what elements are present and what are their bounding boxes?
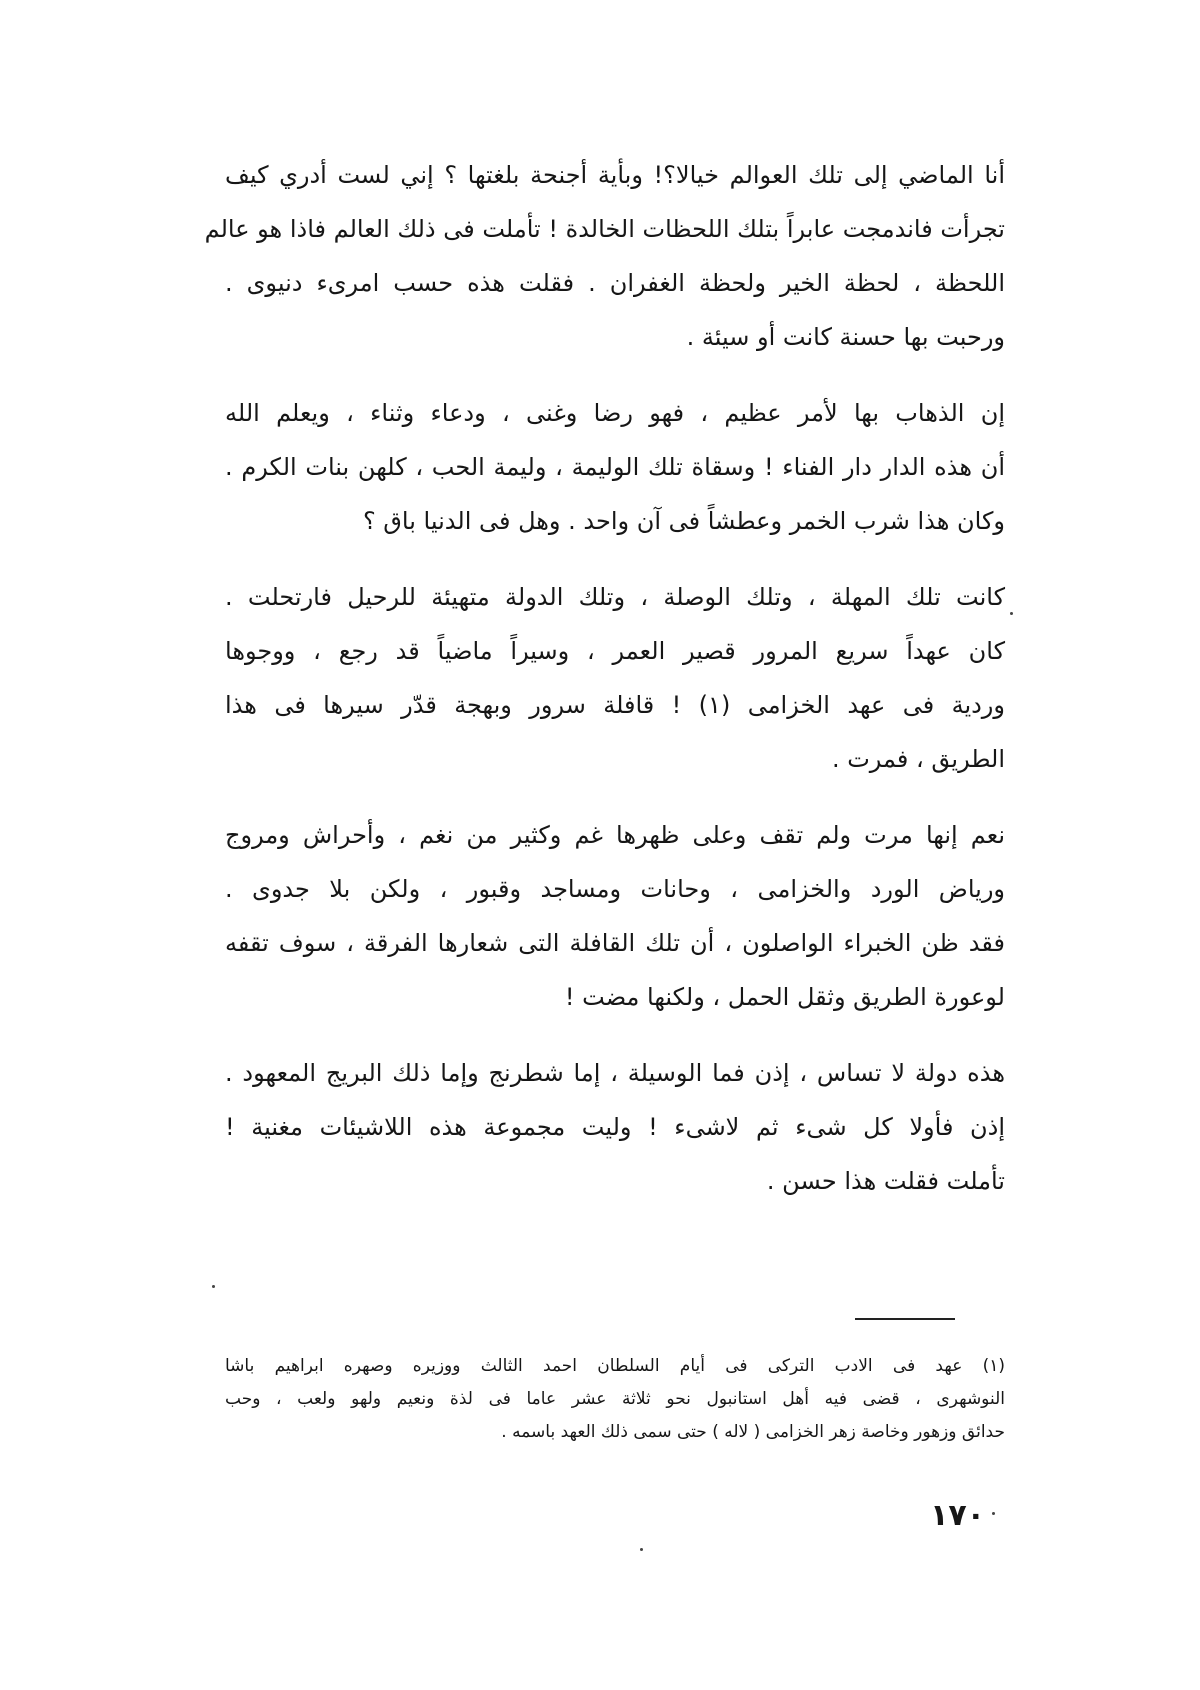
paragraph-4	[225, 808, 1005, 1024]
text-line: نعم إنها مرت ولم تقف وعلى ظهرها غم وكثير من نغم ، وأحراش ومروج	[225, 821, 1005, 849]
text-line: ورحبت بها حسنة كانت أو سيئة .	[686, 323, 1005, 351]
text-line: هذه دولة لا تساس ، إذن فما الوسيلة ، إما شطرنج وإما ذلك البريج المعهود .	[225, 1059, 1005, 1087]
page-number: ١٧٠	[930, 1498, 985, 1533]
scan-speck	[1010, 612, 1013, 615]
footnote-line: حدائق وزهور وخاصة زهر الخزامى ( لاله ) حتى سمى ذلك العهد باسمه .	[501, 1422, 1005, 1442]
text-line: ورياض الورد والخزامى ، وحانات ومساجد وقبور ، ولكن بلا جدوى .	[225, 875, 1005, 903]
text-line: الطريق ، فمرت .	[831, 745, 1005, 773]
paragraph-2	[225, 386, 1005, 548]
text-line: تأملت فقلت هذا حسن .	[766, 1167, 1005, 1195]
text-line: كانت تلك المهلة ، وتلك الوصلة ، وتلك الدولة متهيئة للرحيل فارتحلت .	[225, 583, 1005, 611]
text-line: فقد ظن الخبراء الواصلون ، أن تلك القافلة التى شعارها الفرقة ، سوف تقفه	[225, 929, 1005, 957]
scan-speck	[212, 1285, 215, 1288]
text-line: كان عهداً سريع المرور قصير العمر ، وسيراً ماضياً قد رجع ، ووجوها	[225, 637, 1005, 665]
text-line: تجرأت فاندمجت عابراً بتلك اللحظات الخالدة ! تأملت فى ذلك العالم فاذا هو عالم	[204, 215, 1005, 243]
main-text	[204, 148, 1005, 1230]
paragraph-1	[204, 148, 1005, 364]
footnote-block	[225, 1350, 1005, 1449]
scan-speck	[640, 1548, 643, 1551]
paragraph-5	[225, 1046, 1005, 1208]
text-line: إن الذهاب بها لأمر عظيم ، فهو رضا وغنى ، ودعاء وثناء ، ويعلم الله	[225, 399, 1005, 427]
text-line: وكان هذا شرب الخمر وعطشاً فى آن واحد . وهل فى الدنيا باق ؟	[362, 507, 1005, 535]
footnote-separator	[855, 1318, 955, 1320]
text-line: أنا الماضي إلى تلك العوالم خيالا؟! وبأية أجنحة بلغتها ؟ إني لست أدري كيف	[225, 161, 1005, 189]
footnote-line: (١) عهد فى الادب التركى فى أيام السلطان احمد الثالث ووزيره وصهره ابراهيم باشا	[225, 1356, 1005, 1376]
scan-speck	[992, 1512, 995, 1515]
text-line: اللحظة ، لحظة الخير ولحظة الغفران . فقلت هذه حسب امرىء دنيوى .	[225, 269, 1005, 297]
paragraph-3	[225, 570, 1005, 786]
text-line: وردية فى عهد الخزامى (١) ! قافلة سرور وبهجة قدّر سيرها فى هذا	[225, 691, 1005, 719]
footnote-line: النوشهرى ، قضى فيه أهل استانبول نحو ثلاثة عشر عاما فى لذة ونعيم ولهو ولعب ، وحب	[225, 1389, 1005, 1409]
text-line: إذن فأولا كل شىء ثم لاشىء ! وليت مجموعة هذه اللاشيئات مغنية !	[225, 1113, 1005, 1141]
text-line: أن هذه الدار دار الفناء ! وسقاة تلك الوليمة ، وليمة الحب ، كلهن بنات الكرم .	[225, 453, 1005, 481]
text-line: لوعورة الطريق وثقل الحمل ، ولكنها مضت !	[564, 983, 1005, 1011]
